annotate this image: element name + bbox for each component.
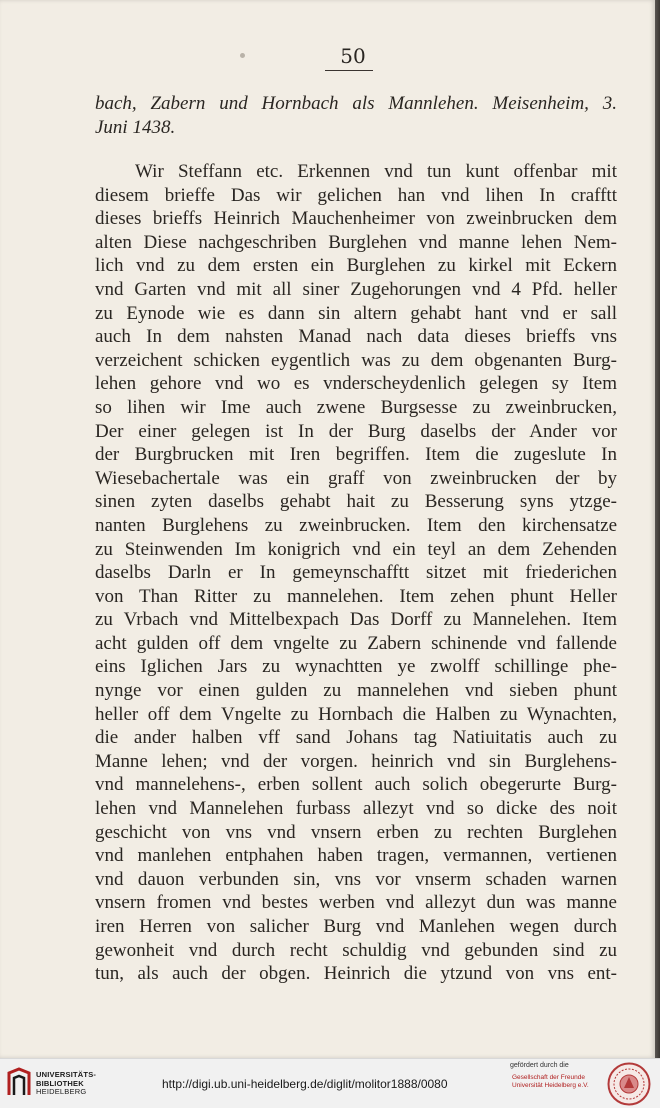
footer-bar [0, 1058, 660, 1108]
body-line: die ander halben vff sand Johans tag Natiuitatis auch zu [95, 727, 617, 749]
body-line: alten Diese nachgeschriben Burglehen vnd manne lehen Nem- [95, 231, 617, 253]
body-line: nynge vor einen gulden zu mannelehen vnd sieben phunt [95, 680, 617, 702]
body-line: vnd dauon verbunden sin, vns vor vnserm schaden warnen [95, 868, 617, 890]
body-line: gewonheit vnd durch recht schuldig vnd gebunden sind zu [95, 939, 617, 961]
sponsor-name-line: Gesellschaft der Freunde [512, 1074, 585, 1081]
body-line: Manne lehen; vnd der vorgen. heinrich vnd sin Burglehens- [95, 750, 617, 772]
body-line: geschicht von vns vnd vnsern erben zu rechten Burglehen [95, 821, 617, 843]
library-name [36, 1071, 96, 1097]
body-line: nanten Burglehens zu zweinbrucken. Item den kirchensatze [95, 514, 617, 536]
heading-line: bach, Zabern und Hornbach als Mannlehen. Meisenheim, 3. [95, 93, 617, 114]
print-speck [240, 53, 245, 58]
page-edge [655, 0, 660, 1058]
permalink-url[interactable]: http://digi.ub.uni-heidelberg.de/diglit/molitor1888/0080 [162, 1077, 448, 1091]
body-line: auch In dem nahsten Manad nach data dieses brieffs vns [95, 326, 617, 348]
library-logo-icon [6, 1067, 32, 1097]
library-name-line: UNIVERSITÄTS- [36, 1070, 97, 1079]
body-line: dieses brieffs Heinrich Mauchenheimer von zweinbrucken dem [95, 208, 617, 230]
body-line: vnd manlehen entphahen haben tragen, vermannen, vertienen [95, 845, 617, 867]
body-line: lehen gehore vnd wo es vnderscheydenlich gelegen sy Item [95, 373, 617, 395]
university-seal-icon [607, 1062, 651, 1106]
page-number: 50 [340, 44, 366, 68]
body-line: iren Herren von salicher Burg vnd Manlehen wegen durch [95, 916, 617, 937]
body-line: vnsern fromen vnd bestes werben vnd allezyt dun was manne [95, 892, 617, 914]
heading-line: Juni 1438. [95, 117, 176, 138]
sponsor-label: gefördert durch die [510, 1062, 569, 1069]
body-line: Wir Steffann etc. Erkennen vnd tun kunt offenbar mit [135, 161, 617, 182]
body-line: so lihen wir Ime auch zwene Burgsesse zu zweinbrucken, [95, 396, 617, 418]
document-heading [95, 92, 617, 140]
body-line: diesem brieffe Das wir gelichen han vnd lihen In crafftt [95, 184, 617, 206]
body-line: der Burgbrucken mit Iren begriffen. Item die zugeslute In [95, 444, 617, 466]
body-line: sinen zyten daselbs gehabt hait zu Besserung syns ytzge- [95, 491, 617, 513]
body-line: acht gulden off dem vngelte zu Zabern schinende vnd fallende [95, 632, 617, 654]
body-line: verzeichent schicken eygentlich was zu dem obgenanten Burg- [95, 349, 617, 371]
body-line: vnd Garten vnd mit all siner Zugehorungen vnd 4 Pfd. heller [95, 278, 617, 300]
library-name-line: HEIDELBERG [36, 1087, 87, 1096]
body-line: lich vnd zu dem ersten ein Burglehen zu kirkel mit Eckern [95, 255, 617, 277]
body-line: vnd mannelehens-, erben sollent auch solich obegerurte Burg- [95, 774, 617, 796]
body-line: daselbs Darln er In gemeynschafftt sitzet mit friederichen [95, 562, 617, 584]
body-line: von Than Ritter zu mannelehen. Item zehen phunt Heller [95, 585, 617, 607]
page-number-rule [325, 70, 373, 71]
body-line: Wiesebachertale was ein graff von zweinbrucken der by [95, 467, 617, 489]
body-line: eins Iglichen Jars zu wynachtten ye zwolff schillinge phe- [95, 656, 617, 678]
body-line: lehen vnd Mannelehen furbass allezyt vnd so dicke des noit [95, 798, 617, 820]
body-line: zu Vrbach vnd Mittelbexpach Das Dorff zu Mannelehen. Item [95, 609, 617, 631]
body-line: Der einer gelegen ist In der Burg daselbs der Ander vor [95, 420, 617, 442]
body-line: heller off dem Vngelte zu Hornbach die Halben zu Wynachten, [95, 703, 617, 725]
body-line: zu Eynode wie es dann sin altern gehabt hant vnd er sall [95, 302, 617, 324]
body-text [95, 160, 617, 986]
library-name-line: BIBLIOTHEK [36, 1078, 84, 1088]
body-line: zu Steinwenden Im konigrich vnd ein teyl an dem Zehenden [95, 538, 617, 560]
sponsor-name-line: Universität Heidelberg e.V. [512, 1082, 589, 1089]
body-line: tun, als auch der obgen. Heinrich die ytzund von vns ent- [95, 963, 617, 985]
sponsor-name [512, 1074, 589, 1090]
